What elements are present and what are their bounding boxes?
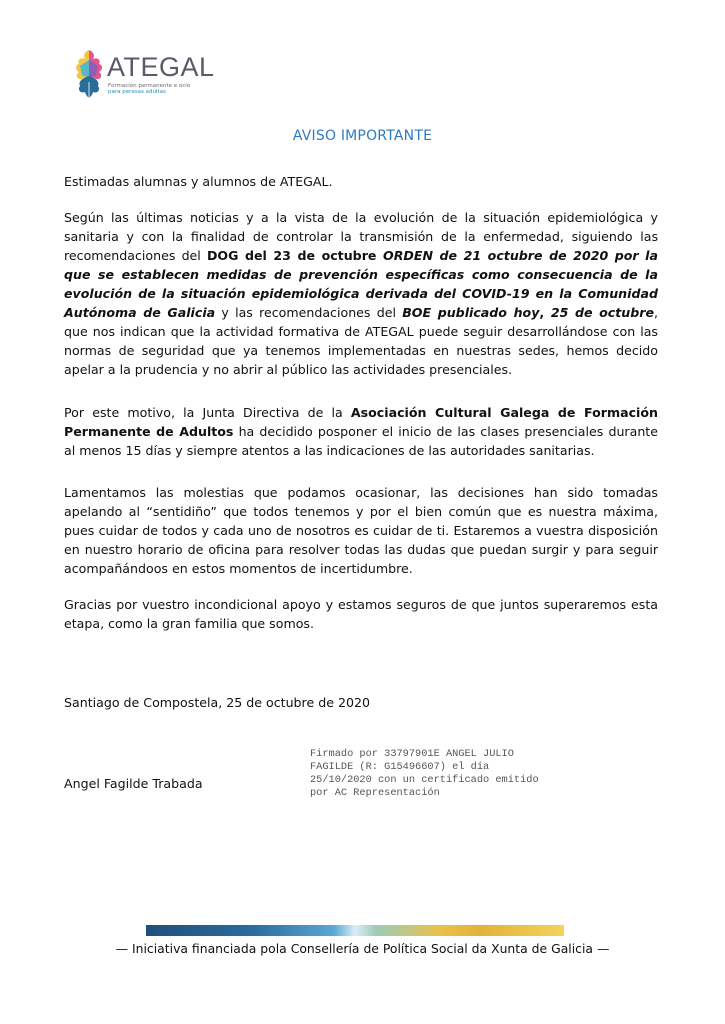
- p1-comma: ,: [539, 305, 551, 320]
- logo-tagline-1: Formación permanente e ocio: [108, 83, 191, 89]
- logo-title: ATEGAL: [107, 52, 215, 82]
- p2-association-name: Asociación Cultural Galega de Formación Permanente de Adultos: [64, 405, 658, 439]
- digital-signature: Firmado por 33797901E ANGEL JULIO FAGILDE (R: G15496607) el día 25/10/2020 con un certificado emitido por AC Representación: [310, 748, 539, 799]
- footer-text: — Iniciativa financiada pola Consellería de Política Social da Xunta de Galicia —: [115, 941, 610, 956]
- p2-text-2: ha decidido posponer el inicio de las clases presenciales durante al menos 15 días y siempre atentos a las indicaciones de las autoridades sanitarias.: [64, 424, 658, 458]
- footer-color-band: [146, 925, 564, 936]
- p1-orden-ref: ORDEN de 21 octubre de 2020 por la que se establecen medidas de prevención específicas como consecuencia de la evolución de la situación epidemiológica derivada del COVID-19 en la Comunidad Autónoma de Galicia: [64, 248, 658, 320]
- paragraph-2: [64, 403, 658, 460]
- logo-tagline-2: para persoas adultas: [108, 89, 166, 95]
- oak-leaf-logo-icon: [74, 48, 104, 100]
- p1-boe-ref: BOE publicado hoy: [402, 305, 540, 320]
- p1-boe-date: 25 de octubre: [550, 305, 654, 320]
- page-title: AVISO IMPORTANTE: [292, 128, 433, 144]
- paragraph-1: [64, 208, 658, 379]
- p1-text-2: y las recomendaciones del: [215, 305, 403, 320]
- p1-text-1: Según las últimas noticias y a la vista de la evolución de la situación epidemiológica y sanitaria y con la finalidad de controlar la transmisión de la enfermedad, siguiendo las recomendaciones del: [64, 210, 658, 263]
- paragraph-4: Gracias por vuestro incondicional apoyo y estamos seguros de que juntos superaremos esta etapa, como la gran familia que somos.: [64, 597, 658, 631]
- signer-name: Angel Fagilde Trabada: [64, 776, 203, 791]
- greeting: Estimadas alumnas y alumnos de ATEGAL.: [64, 174, 333, 189]
- paragraph-3: Lamentamos las molestias que podamos ocasionar, las decisiones han sido tomadas apelando al “sentidiño” que todos tenemos y por el bien común que es nuestra máxima, pues cuidar de todos y cada uno de nosotros es cuidar de ti. Estaremos a vuestra disposición en nuestro horario de oficina para resolver todas las dudas que puedan surgir y para seguir acompañándoos en estos momentos de incertidumbre.: [64, 485, 658, 576]
- p2-text-1: Por este motivo, la Junta Directiva de la: [64, 405, 351, 420]
- p1-dog-ref: DOG del 23 de octubre: [206, 248, 383, 263]
- date-line: Santiago de Compostela, 25 de octubre de 2020: [64, 695, 370, 710]
- p1-text-3: , que nos indican que la actividad formativa de ATEGAL puede seguir desarrollándose con las normas de seguridad que ya tenemos implementadas en nuestras sedes, hemos decido apelar a la prudencia y no abrir al público las actividades presenciales.: [64, 305, 658, 377]
- ategal-logo: [74, 48, 214, 103]
